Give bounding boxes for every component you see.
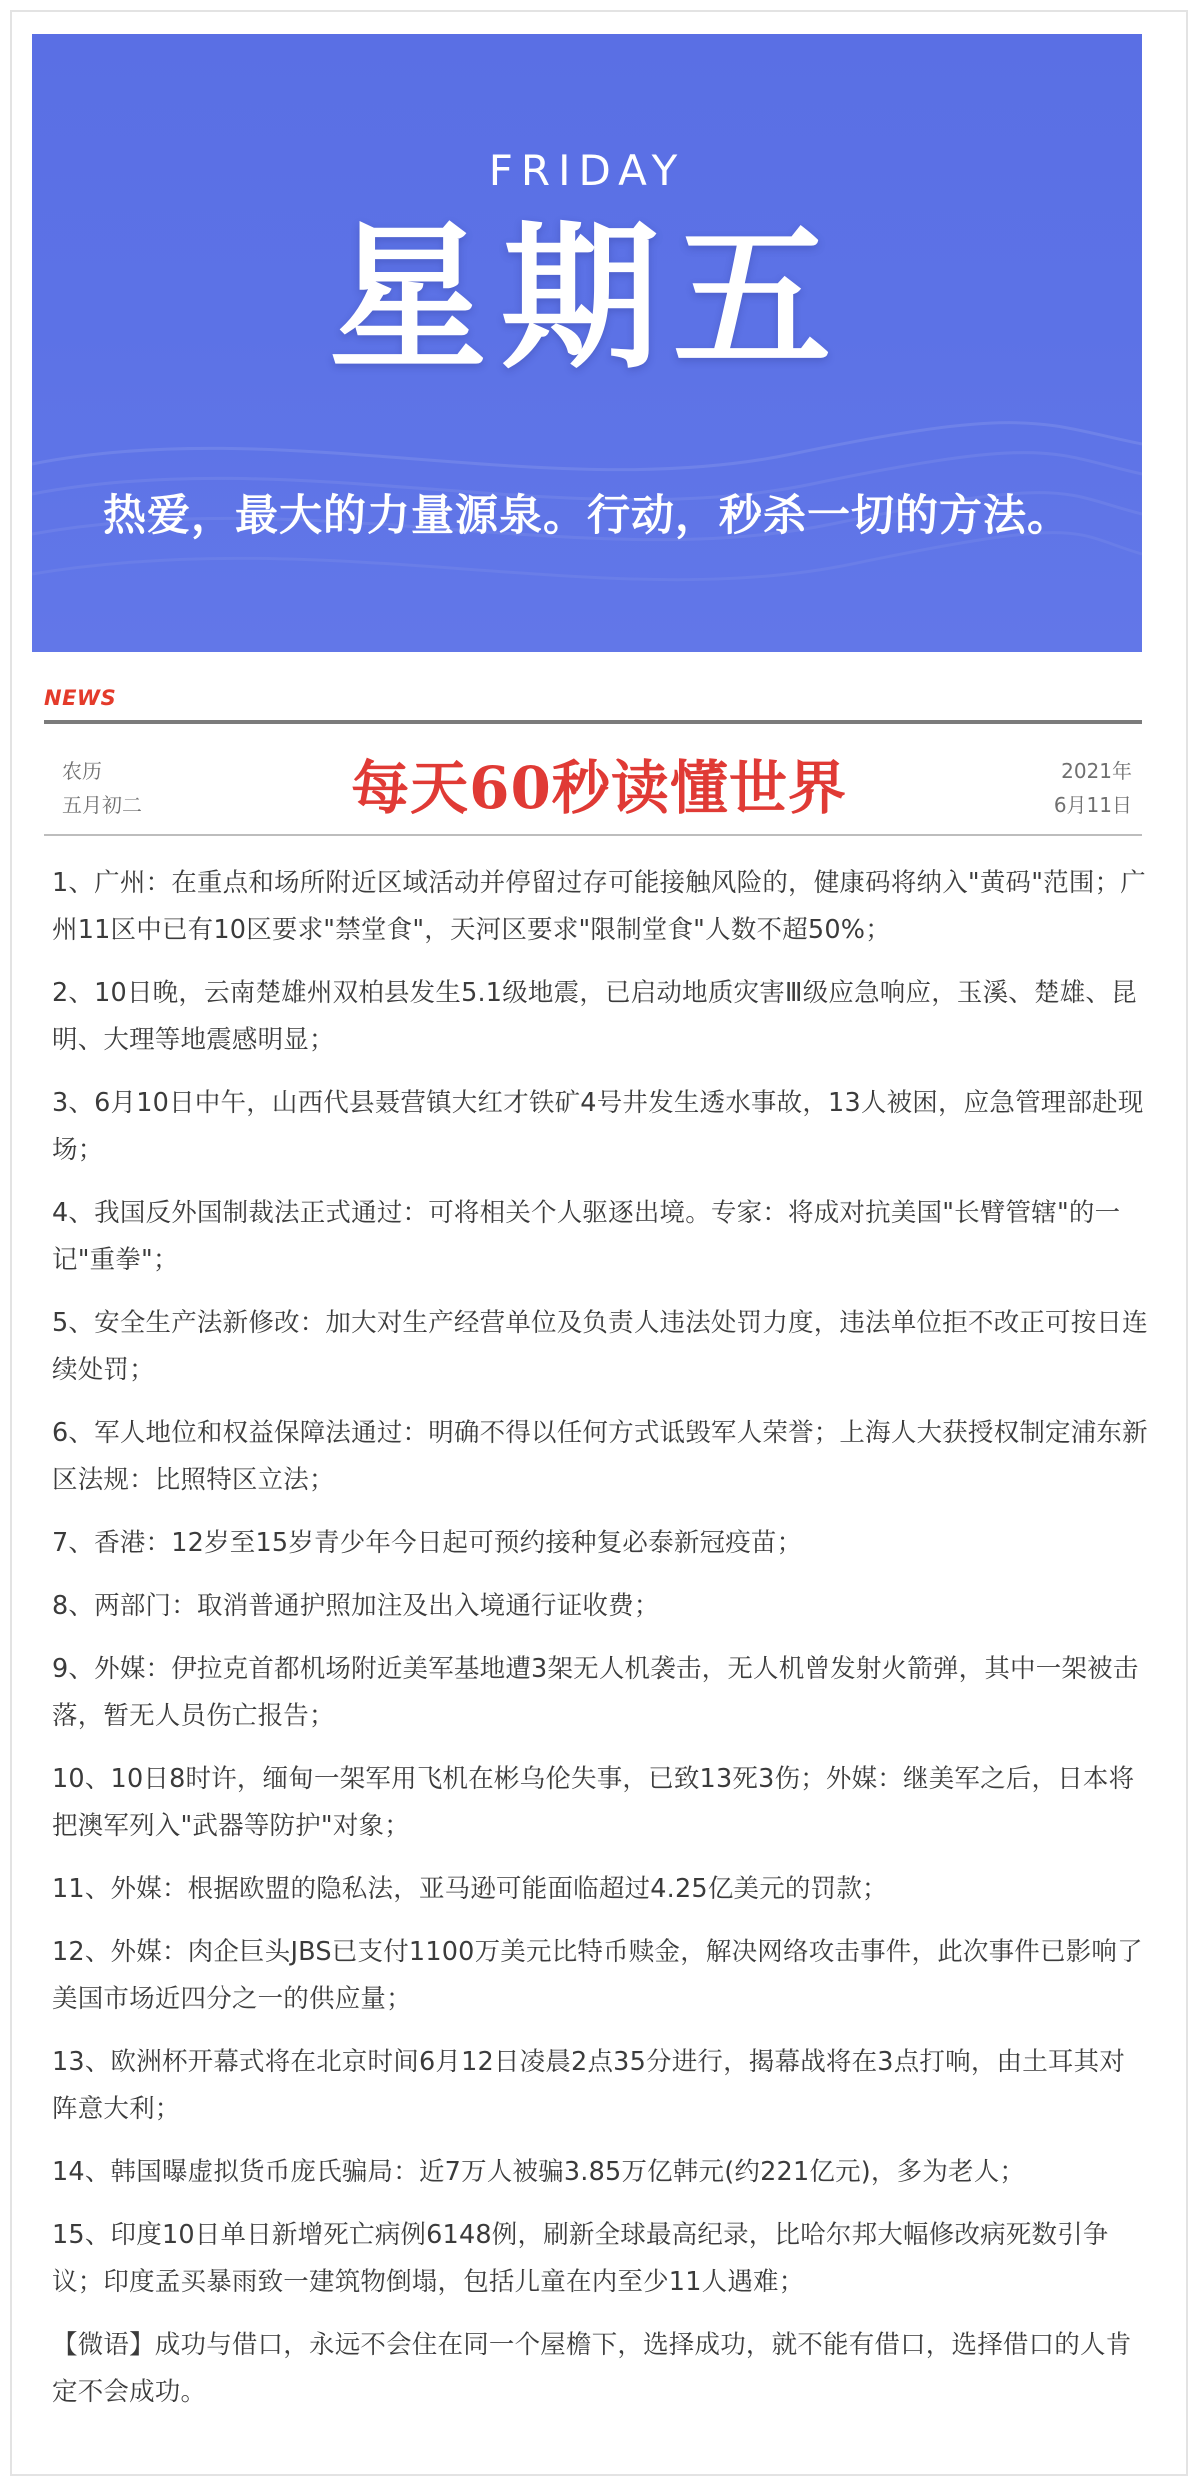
news-item: 12、外媒：肉企巨头JBS已支付1100万美元比特币赎金，解决网络攻击事件，此次事件已影响了美国市场近四分之一的供应量； <box>52 1937 1143 2014</box>
news-tag: NEWS <box>44 686 117 710</box>
news-item: 7、香港：12岁至15岁青少年今日起可预约接种复必泰新冠疫苗； <box>52 1528 803 1558</box>
news-item: 10、10日8时许，缅甸一架军用飞机在彬乌伦失事，已致13死3伤；外媒：继美军之后，日本将把澳军列入"武器等防护"对象； <box>52 1764 1135 1841</box>
header-rule-top <box>44 720 1142 724</box>
news-item: 13、欧洲杯开幕式将在北京时间6月12日凌晨2点35分进行，揭幕战将在3点打响，由土耳其对阵意大利； <box>52 2047 1126 2124</box>
news-list <box>52 860 1148 2432</box>
news-item: 6、军人地位和权益保障法通过：明确不得以任何方式诋毁军人荣誉；上海人大获授权制定浦东新区法规：比照特区立法； <box>52 1418 1148 1495</box>
gregorian-date-block <box>1054 754 1132 822</box>
news-item: 1、广州：在重点和场所附近区域活动并停留过存可能接触风险的，健康码将纳入"黄码"范围；广州11区中已有10区要求"禁堂食"，天河区要求"限制堂食"人数不超50%； <box>52 868 1146 945</box>
banner-title: 星期五 <box>329 206 845 391</box>
lunar-label: 农历 <box>62 759 102 783</box>
news-item: 9、外媒：伊拉克首都机场附近美军基地遭3架无人机袭击，无人机曾发射火箭弹，其中一架被击落，暂无人员伤亡报告； <box>52 1654 1139 1731</box>
lunar-date: 五月初二 <box>62 793 142 817</box>
page-headline: 每天60秒读懂世界 <box>351 754 847 822</box>
header-rule-bottom <box>44 834 1142 836</box>
date-month-day: 6月11日 <box>1053 793 1132 817</box>
news-item: 5、安全生产法新修改：加大对生产经营单位及负责人违法处罚力度，违法单位拒不改正可按日连续处罚； <box>52 1308 1148 1385</box>
news-item: 2、10日晚，云南楚雄州双柏县发生5.1级地震，已启动地质灾害Ⅲ级应急响应，玉溪、楚雄、昆明、大理等地震感明显； <box>52 978 1137 1055</box>
news-item: 8、两部门：取消普通护照加注及出入境通行证收费； <box>52 1591 660 1621</box>
closing-quote: 【微语】成功与借口，永远不会住在同一个屋檐下，选择成功，就不能有借口，选择借口的人肯定不会成功。 <box>52 2330 1132 2407</box>
news-item: 3、6月10日中午，山西代县聂营镇大红才铁矿4号井发生透水事故，13人被困，应急管理部赴现场； <box>52 1088 1144 1165</box>
banner-eyebrow: FRIDAY <box>488 146 686 195</box>
banner-slogan: 热爱，最大的力量源泉。行动，秒杀一切的方法。 <box>103 491 1071 541</box>
date-year: 2021年 <box>1061 759 1132 783</box>
news-item: 15、印度10日单日新增死亡病例6148例，刷新全球最高纪录，比哈尔邦大幅修改病死数引争议；印度孟买暴雨致一建筑物倒塌，包括儿童在内至少11人遇难； <box>52 2220 1109 2297</box>
news-item: 11、外媒：根据欧盟的隐私法，亚马逊可能面临超过4.25亿美元的罚款； <box>52 1874 888 1904</box>
hero-banner <box>32 34 1142 652</box>
news-item: 14、韩国曝虚拟货币庞氏骗局：近7万人被骗3.85万亿韩元(约221亿元)，多为老人； <box>52 2157 1026 2187</box>
news-item: 4、我国反外国制裁法正式通过：可将相关个人驱逐出境。专家：将成对抗美国"长臂管辖"的一记"重拳"； <box>52 1198 1121 1275</box>
